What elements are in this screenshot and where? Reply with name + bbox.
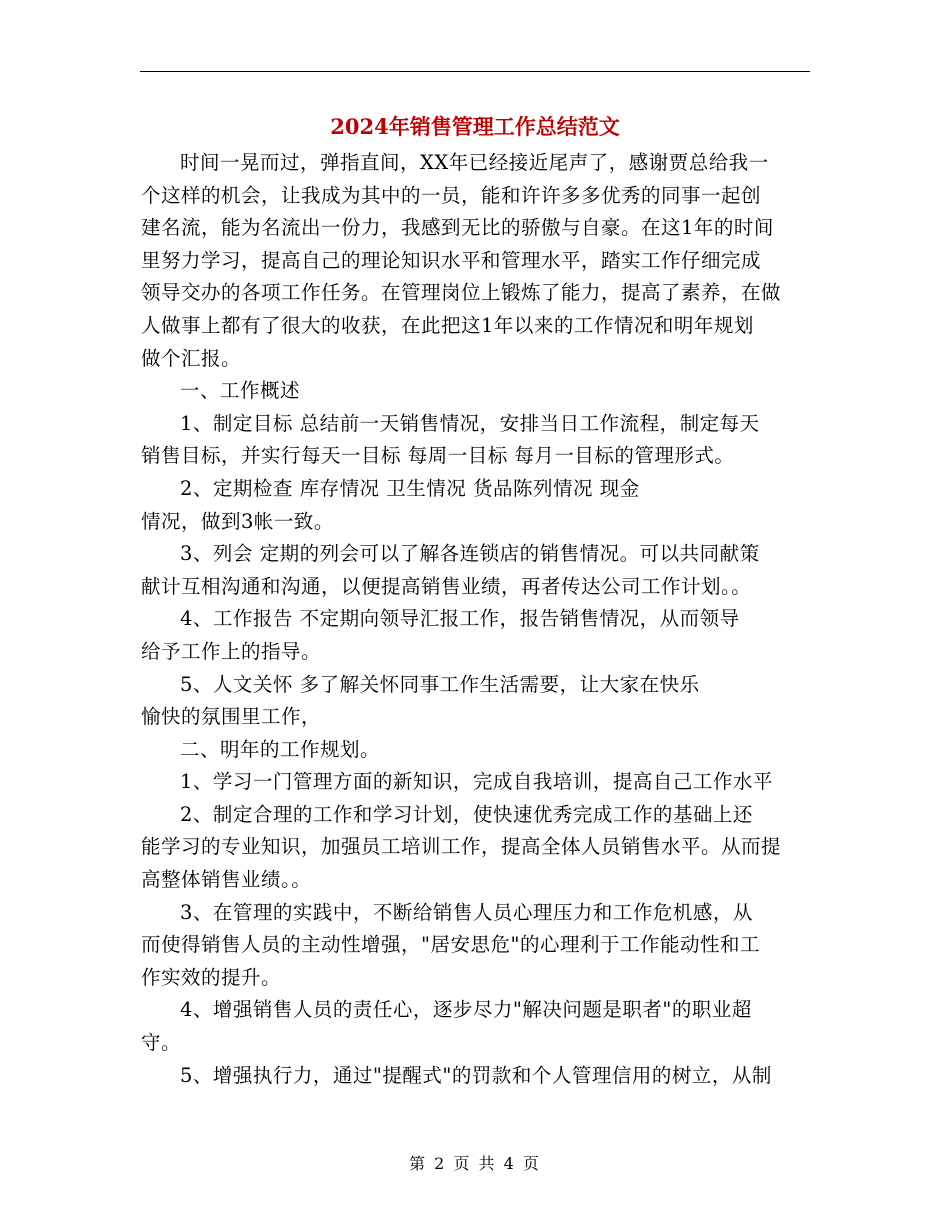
text-line: 1、学习一门管理方面的新知识，完成自我培训，提高自己工作水平 (180, 770, 773, 794)
text-line: 4、增强销售人员的责任心，逐步尽力"解决问题是职者"的职业超 (180, 998, 752, 1022)
text-line: 二、明年的工作规划。 (180, 737, 381, 761)
text-line: 做个汇报。 (141, 346, 242, 370)
paragraph-intro (141, 147, 813, 375)
text-line: 5、人文关怀 多了解关怀同事工作生活需要，让大家在快乐 (180, 672, 700, 696)
text-line: 领导交办的各项工作任务。在管理岗位上锻炼了能力，提高了素养，在做 (141, 281, 782, 305)
document-title: 2024年销售管理工作总结范文 (330, 114, 620, 139)
text-line: 给予工作上的指导。 (141, 639, 322, 663)
text-line: 而使得销售人员的主动性增强，"居安思危"的心理利于工作能动性和工 (141, 933, 760, 957)
text-line: 3、列会 定期的列会可以了解各连锁店的销售情况。可以共同献策 (180, 542, 760, 566)
text-line: 献计互相沟通和沟通，以便提高销售业绩，再者传达公司工作计划。。 (141, 574, 752, 598)
paragraph-item (141, 994, 813, 1059)
paragraph-item (141, 603, 813, 668)
header-rule (140, 71, 810, 72)
section-heading-plan (141, 734, 813, 767)
text-line: 销售目标，并实行每天一目标 每周一目标 每月一目标的管理形式。 (141, 444, 735, 468)
text-line: 能学习的专业知识，加强员工培训工作，提高全体人员销售水平。从而提 (141, 835, 782, 859)
text-line: 一、工作概述 (180, 379, 301, 403)
text-line: 5、增强执行力，通过"提醒式"的罚款和个人管理信用的树立，从制 (180, 1063, 772, 1087)
text-line: 1、制定目标 总结前一天销售情况，安排当日工作流程，制定每天 (180, 411, 760, 435)
text-line: 时间一晃而过，弹指直间，XX年已经接近尾声了，感谢贾总给我一 (180, 151, 769, 174)
text-line: 个这样的机会，让我成为其中的一员，能和许许多多优秀的同事一起创 (141, 183, 762, 207)
paragraph-item (141, 669, 813, 734)
paragraph-item (141, 538, 813, 603)
text-line: 建名流，能为名流出一份力，我感到无比的骄傲与自豪。在这1年的时间 (141, 216, 774, 240)
paragraph-item (141, 408, 813, 473)
text-line: 情况，做到3帐一致。 (141, 509, 334, 533)
page-number-footer: 第 2 页 共 4 页 (409, 1154, 541, 1173)
text-line: 守。 (141, 1031, 182, 1055)
text-line: 愉快的氛围里工作， (141, 705, 322, 729)
paragraph-item (141, 799, 813, 897)
paragraph-item (141, 473, 813, 538)
paragraph-item (141, 766, 813, 799)
text-line: 高整体销售业绩。。 (141, 868, 312, 892)
section-heading-overview (141, 375, 813, 408)
text-line: 2、定期检查 库存情况 卫生情况 货品陈列情况 现金 (180, 476, 640, 500)
text-line: 2、制定合理的工作和学习计划，使快速优秀完成工作的基础上还 (180, 802, 753, 826)
text-line: 里努力学习，提高自己的理论知识水平和管理水平，踏实工作仔细完成 (141, 248, 762, 272)
text-line: 作实效的提升。 (141, 965, 282, 989)
paragraph-item (141, 1060, 813, 1093)
text-line: 3、在管理的实践中，不断给销售人员心理压力和工作危机感，从 (180, 900, 753, 924)
document-body (141, 147, 813, 1092)
paragraph-item (141, 897, 813, 995)
text-line: 人做事上都有了很大的收获，在此把这1年以来的工作情况和明年规划 (141, 313, 754, 337)
text-line: 4、工作报告 不定期向领导汇报工作，报告销售情况，从而领导 (180, 607, 740, 631)
